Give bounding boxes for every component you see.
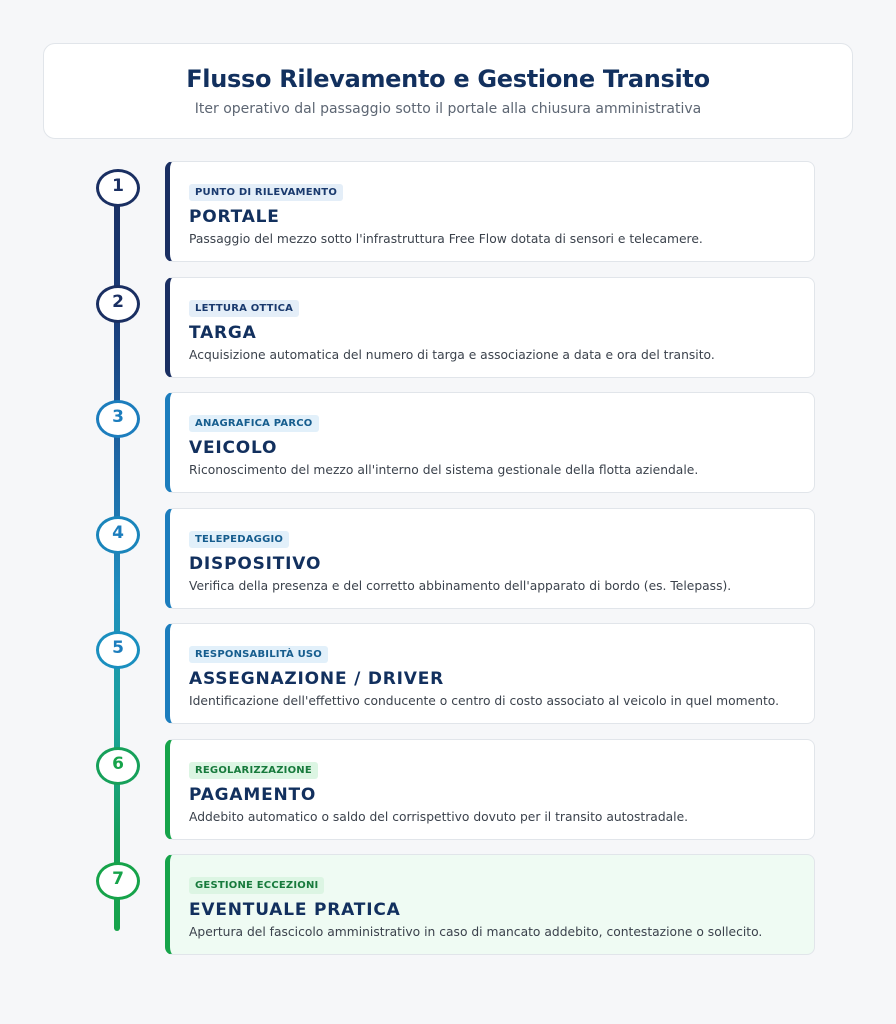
step-tag: LETTURA OTTICA	[189, 300, 299, 317]
step-card-6	[165, 739, 815, 840]
page-subtitle: Iter operativo dal passaggio sotto il portale alla chiusura amministrativa	[194, 101, 702, 117]
step-card-3	[165, 392, 815, 493]
step-number-2: 2	[96, 285, 140, 323]
step-description: Passaggio del mezzo sotto l'infrastruttura Free Flow dotata di sensori e telecamere.	[189, 232, 703, 246]
step-description: Addebito automatico o saldo del corrispettivo dovuto per il transito autostradale.	[189, 810, 689, 824]
step-number-4: 4	[96, 516, 140, 554]
step-number-1: 1	[96, 169, 140, 207]
step-card-1	[165, 161, 815, 262]
step-card-2	[165, 277, 815, 378]
step-number-7: 7	[96, 862, 140, 900]
step-title: ASSEGNAZIONE / DRIVER	[189, 669, 445, 689]
step-description: Identificazione dell'effettivo conducente o centro di costo associato al veicolo in quel momento.	[189, 694, 780, 708]
header-card	[43, 43, 853, 139]
step-description: Verifica della presenza e del corretto abbinamento dell'apparato di bordo (es. Telepass).	[189, 579, 732, 593]
step-tag: TELEPEDAGGIO	[189, 531, 289, 548]
step-title: TARGA	[189, 323, 257, 343]
step-tag: PUNTO DI RILEVAMENTO	[189, 184, 343, 201]
step-tag: REGOLARIZZAZIONE	[189, 762, 318, 779]
step-number-3: 3	[96, 400, 140, 438]
step-description: Apertura del fascicolo amministrativo in caso di mancato addebito, contestazione o sollecito.	[189, 925, 763, 939]
step-title: DISPOSITIVO	[189, 554, 322, 574]
step-tag: GESTIONE ECCEZIONI	[189, 877, 324, 894]
step-tag: ANAGRAFICA PARCO	[189, 415, 319, 432]
step-number-6: 6	[96, 747, 140, 785]
step-card-7	[165, 854, 815, 955]
step-title: VEICOLO	[189, 438, 278, 458]
step-tag: RESPONSABILITÀ USO	[189, 646, 328, 663]
page-title: Flusso Rilevamento e Gestione Transito	[186, 65, 710, 93]
step-card-4	[165, 508, 815, 609]
step-title: EVENTUALE PRATICA	[189, 900, 401, 920]
step-description: Acquisizione automatica del numero di targa e associazione a data e ora del transito.	[189, 348, 715, 362]
step-title: PAGAMENTO	[189, 785, 317, 805]
step-number-5: 5	[96, 631, 140, 669]
step-description: Riconoscimento del mezzo all'interno del sistema gestionale della flotta aziendale.	[189, 463, 699, 477]
step-title: PORTALE	[189, 207, 280, 227]
step-card-5	[165, 623, 815, 724]
